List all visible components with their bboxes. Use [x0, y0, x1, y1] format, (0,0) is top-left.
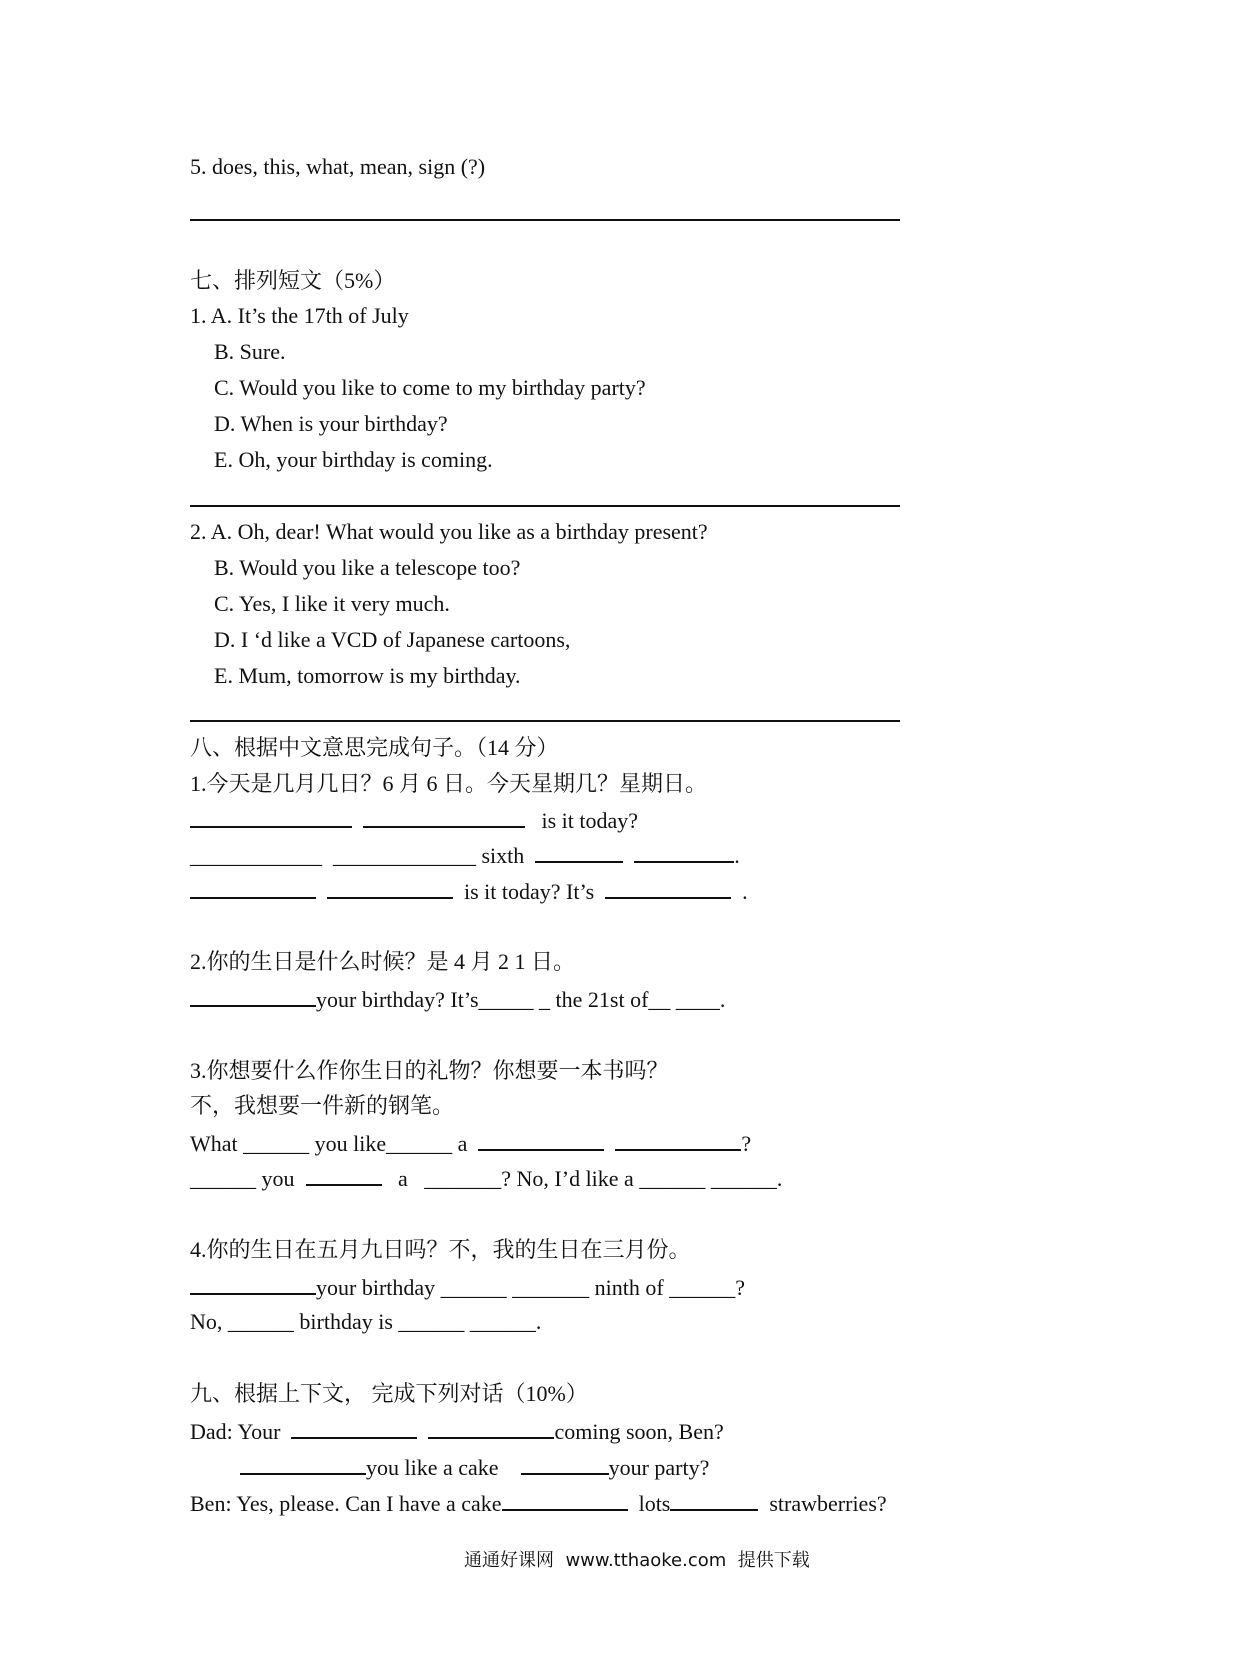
- sec8-q1-line2-period: .: [734, 843, 740, 868]
- blank: [327, 879, 453, 899]
- sec8-q3-line2-text-b: a: [398, 1166, 408, 1191]
- sec8-q2-prompt: 2.你的生日是什么时候？是 4 月 2 1 日。: [190, 949, 576, 974]
- blank: [605, 879, 731, 899]
- sec8-q4-line1-text: your birthday ______ _______ ninth of ______?: [316, 1275, 745, 1300]
- sec8-q1-line3-period: .: [742, 879, 748, 904]
- answer-line: [190, 505, 900, 507]
- sec7-q1-line-b: B. Sure.: [214, 339, 286, 364]
- sec7-q2-line-a: 2. A. Oh, dear! What would you like as a birthday present?: [190, 519, 708, 544]
- blank: [291, 1419, 417, 1439]
- sec8-q1-prompt: 1.今天是几月几日？6 月 6 日。今天星期几？星期日。: [190, 771, 708, 796]
- sec9-line1-text-a: Dad: Your: [190, 1419, 281, 1444]
- sec9-line2-text-a: you like a cake: [366, 1455, 499, 1480]
- sec7-q1-line-e: E. Oh, your birthday is coming.: [214, 447, 493, 472]
- blank: [535, 843, 623, 863]
- answer-line: [190, 720, 900, 722]
- sec8-q3-line2: [190, 1166, 782, 1190]
- sec8-q1-line3-text: is it today? It’s: [464, 879, 595, 904]
- section-7-title: 七、排列短文（5%）: [190, 268, 396, 293]
- sec7-q1-line-c: C. Would you like to come to my birthday party?: [214, 375, 646, 400]
- sec8-q1-line1-text: is it today?: [541, 808, 639, 833]
- sec9-line3-text-a: Ben: Yes, please. Can I have a cake: [190, 1491, 502, 1516]
- blank: [428, 1419, 554, 1439]
- blank: [615, 1131, 741, 1151]
- blank: [670, 1491, 758, 1511]
- sec7-q2-line-d: D. I ‘d like a VCD of Japanese cartoons,: [214, 627, 571, 652]
- blank: [190, 879, 316, 899]
- sec8-q4-line1: [190, 1275, 745, 1299]
- blank: [190, 1275, 316, 1295]
- section-9-title: 九、根据上下文， 完成下列对话（10%）: [190, 1381, 588, 1406]
- sec9-line1: [190, 1419, 724, 1443]
- sec8-q3-prompt-1: 3.你想要什么作你生日的礼物？你想要一本书吗？: [190, 1058, 669, 1083]
- sec9-line1-text-b: coming soon, Ben?: [554, 1419, 724, 1444]
- sec7-q2-line-b: B. Would you like a telescope too?: [214, 555, 521, 580]
- blank: [363, 808, 525, 828]
- sec8-q1-line2: [190, 843, 740, 867]
- blank: [240, 1455, 366, 1475]
- sec8-q2-line1-text: your birthday? It’s_____ _ the 21st of__ ____.: [316, 987, 726, 1012]
- sec8-q4-prompt: 4.你的生日在五月九日吗？不，我的生日在三月份。: [190, 1237, 691, 1262]
- sec8-q4-line2: No, ______ birthday is ______ ______.: [190, 1309, 542, 1334]
- section-8-title: 八、根据中文意思完成句子。（14 分）: [190, 735, 559, 760]
- q5-text: 5. does, this, what, mean, sign (?): [190, 154, 486, 179]
- sec8-q3-line2-text-c: _______? No, I’d like a ______ ______.: [424, 1166, 783, 1191]
- sec9-line2: [240, 1455, 709, 1479]
- sec9-line3-text-b: lots: [638, 1491, 671, 1516]
- sec8-q1-line2-text: sixth: [481, 843, 525, 868]
- blank: [190, 987, 316, 1007]
- sec8-q3-line1: [190, 1131, 751, 1155]
- sec7-q2-line-e: E. Mum, tomorrow is my birthday.: [214, 663, 521, 688]
- blank: [306, 1166, 382, 1186]
- sec9-line3: [190, 1491, 887, 1515]
- blank: [521, 1455, 609, 1475]
- blank: [634, 843, 734, 863]
- sec8-q3-line2-text-a: ______ you: [190, 1166, 295, 1191]
- page-footer: 通通好课网 www.tthaoke.com 提供下载: [464, 1550, 810, 1571]
- blank: [190, 808, 352, 828]
- sec8-q3-prompt-2: 不，我想要一件新的钢笔。: [190, 1093, 455, 1118]
- sec8-q1-line2-blanks: ____________ _____________: [190, 843, 476, 868]
- sec8-q2-line1: [190, 987, 725, 1011]
- blank: [478, 1131, 604, 1151]
- sec7-q2-line-c: C. Yes, I like it very much.: [214, 591, 450, 616]
- sec7-q1-line-d: D. When is your birthday?: [214, 411, 448, 436]
- sec7-q1-line-a: 1. A. It’s the 17th of July: [190, 303, 409, 328]
- sec8-q3-line1-qmark: ?: [741, 1131, 752, 1156]
- answer-line: [190, 219, 900, 221]
- sec9-line3-text-c: strawberries?: [769, 1491, 887, 1516]
- sec8-q3-line1-text: What ______ you like______ a: [190, 1131, 468, 1156]
- sec8-q1-line3: [190, 879, 748, 903]
- blank: [502, 1491, 628, 1511]
- sec8-q1-line1: [190, 808, 638, 832]
- sec9-line2-text-b: your party?: [608, 1455, 710, 1480]
